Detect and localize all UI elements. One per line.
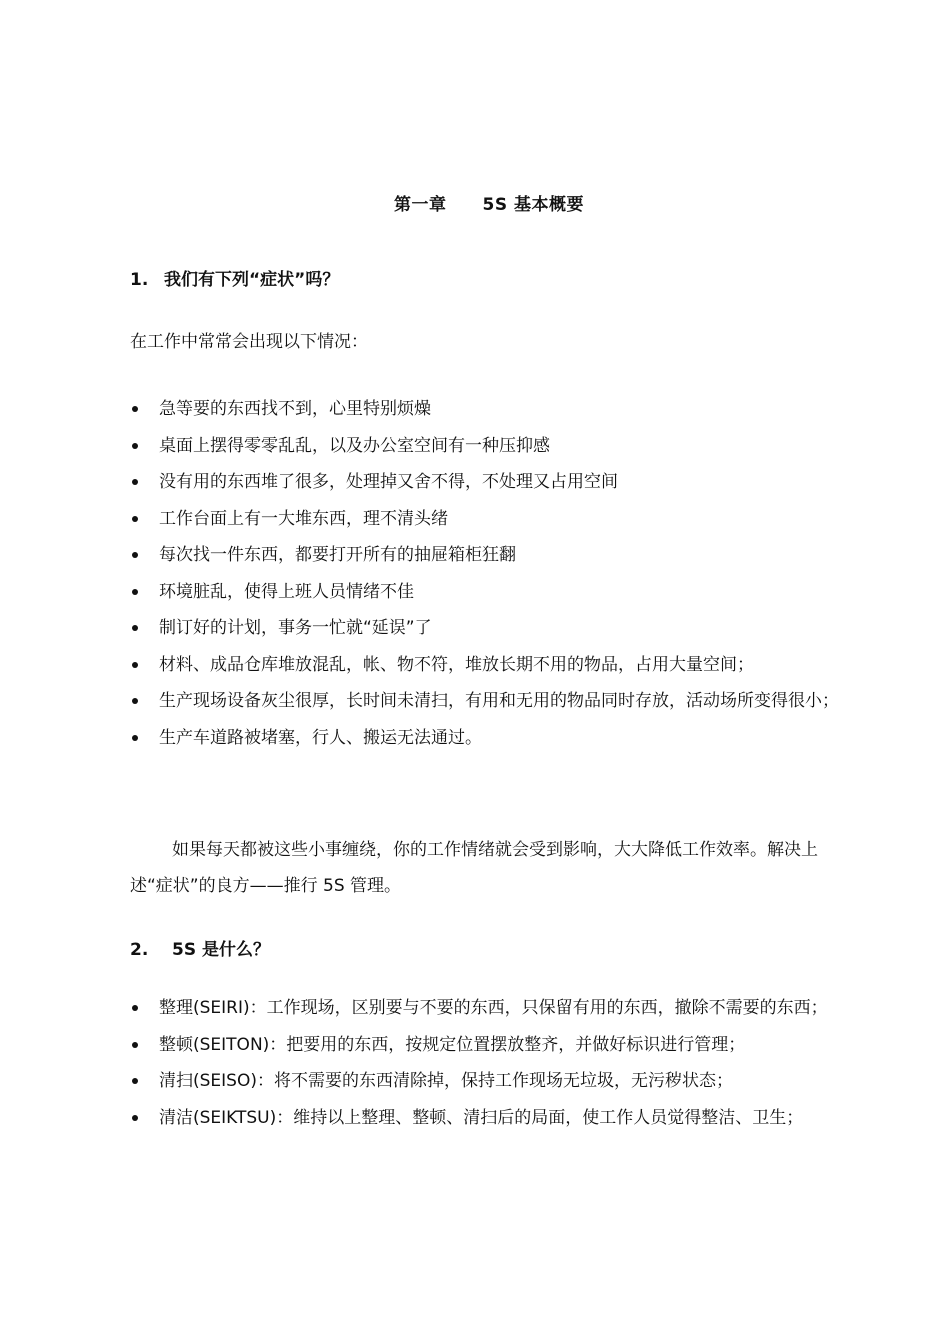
list-item: 急等要的东西找不到，心里特别烦燥: [130, 391, 855, 428]
bullet-icon: [132, 516, 138, 522]
summary-paragraph: 如果每天都被这些小事缠绕，你的工作情绪就会受到影响，大大降低工作效率。解决上述“症状”的良方——推行 5S 管理。: [130, 840, 818, 896]
chapter-title: [0, 190, 950, 215]
bullet-icon: [132, 552, 138, 558]
bullet-icon: [132, 479, 138, 485]
bullet-icon: [132, 589, 138, 595]
section-1-intro: 在工作中常常会出现以下情况：: [130, 332, 368, 352]
list-item: 没有用的东西堆了很多，处理掉又舍不得，不处理又占用空间: [130, 464, 855, 501]
bullet-icon: [132, 698, 138, 704]
section-2-heading: [130, 935, 270, 960]
section-1-number: 1.: [130, 270, 149, 290]
list-item: 环境脏乱，使得上班人员情绪不佳: [130, 574, 855, 611]
section-1-heading: [130, 265, 339, 290]
list-item: 材料、成品仓库堆放混乱，帐、物不符，堆放长期不用的物品，占用大量空间；: [130, 647, 855, 684]
symptom-list: [130, 391, 855, 756]
five-s-list: [130, 990, 855, 1136]
section-1-title: 我们有下列“症状”吗？: [164, 270, 340, 290]
list-item: 制订好的计划，事务一忙就“延误”了: [130, 610, 855, 647]
list-item: 生产车道路被堵塞，行人、搬运无法通过。: [130, 720, 855, 757]
bullet-icon: [132, 1042, 138, 1048]
bullet-icon: [132, 662, 138, 668]
bullet-icon: [132, 735, 138, 741]
list-item: 生产现场设备灰尘很厚，长时间未清扫，有用和无用的物品同时存放，活动场所变得很小；: [130, 683, 855, 720]
list-item: 清扫(SEISO)：将不需要的东西清除掉，保持工作现场无垃圾，无污秽状态；: [130, 1063, 855, 1100]
section-2-title: 5S 是什么？: [172, 940, 270, 960]
bullet-icon: [132, 1115, 138, 1121]
bullet-icon: [132, 406, 138, 412]
bullet-icon: [132, 443, 138, 449]
list-item: 整顿(SEITON)：把要用的东西，按规定位置摆放整齐，并做好标识进行管理；: [130, 1027, 855, 1064]
bullet-icon: [132, 625, 138, 631]
list-item: 整理(SEIRI)：工作现场，区别要与不要的东西，只保留有用的东西，撤除不需要的东西；: [130, 990, 855, 1027]
list-item: 清洁(SEIKTSU)：维持以上整理、整顿、清扫后的局面，使工作人员觉得整洁、卫生；: [130, 1100, 855, 1137]
list-item: 每次找一件东西，都要打开所有的抽屉箱柜狂翻: [130, 537, 855, 574]
bullet-icon: [132, 1005, 138, 1011]
section-2-number: 2.: [130, 940, 149, 960]
list-item: 桌面上摆得零零乱乱，以及办公室空间有一种压抑感: [130, 428, 855, 465]
bullet-icon: [132, 1078, 138, 1084]
list-item: 工作台面上有一大堆东西，理不清头绪: [130, 501, 855, 538]
chapter-number: 第一章: [394, 195, 447, 215]
chapter-name: 5S 基本概要: [482, 195, 584, 215]
